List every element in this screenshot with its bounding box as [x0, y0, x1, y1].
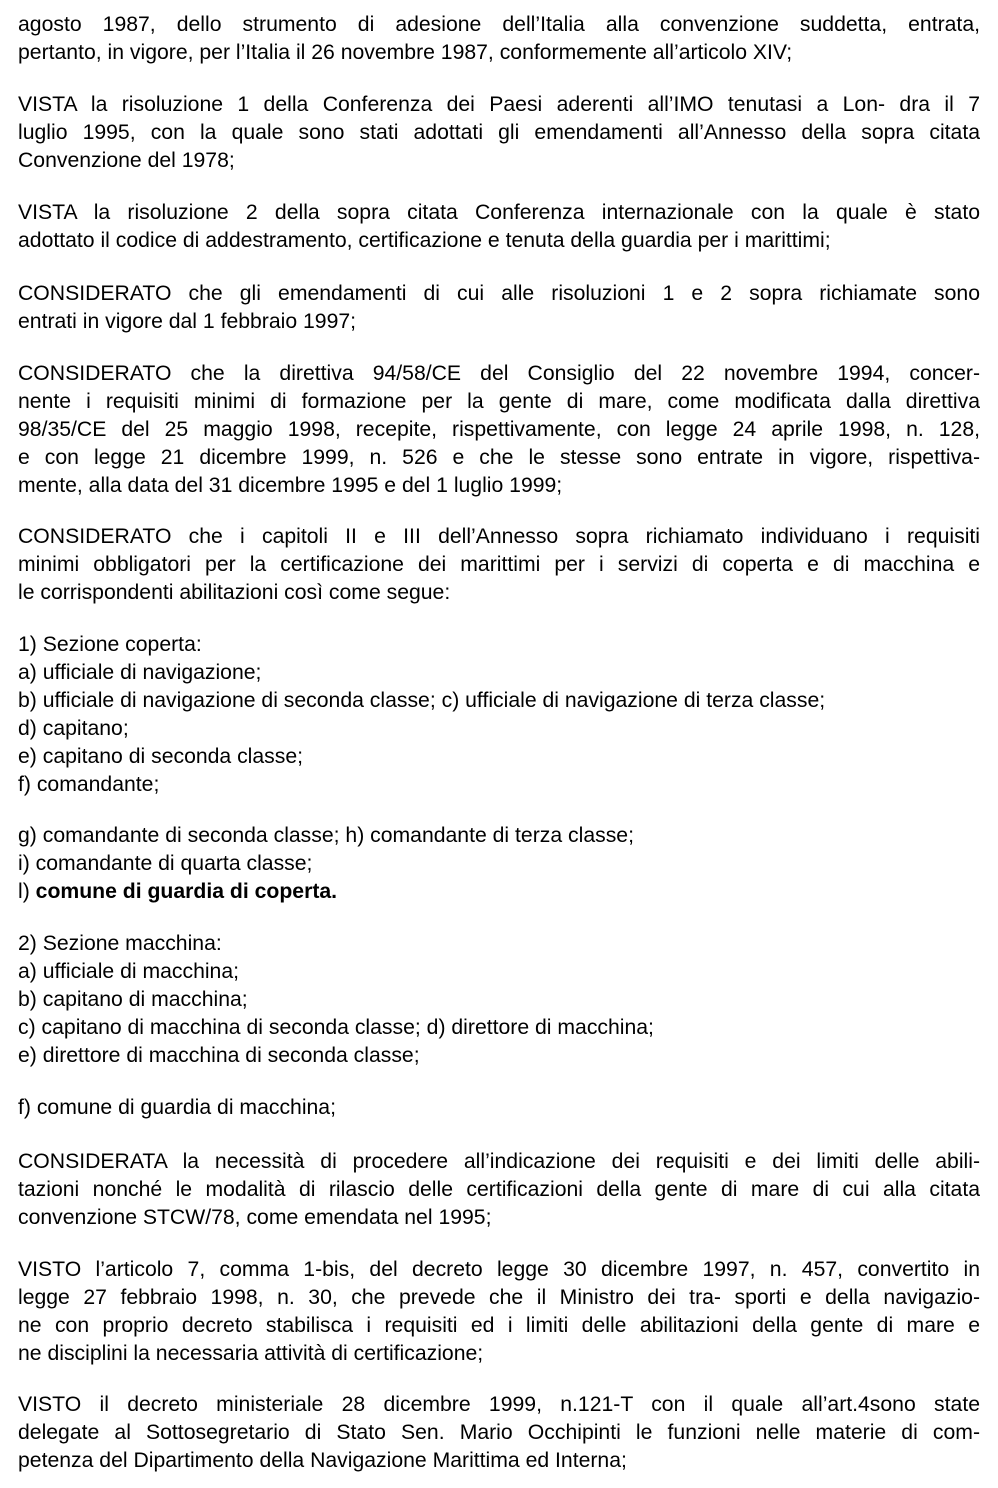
list-sezione-coperta-continued — [18, 822, 980, 906]
text-line: nente i requisiti minimi di formazione per la gente di mare, come modificata dalla direttiva — [18, 390, 980, 413]
paragraph-considerato-capitoli — [18, 523, 980, 607]
list-item-bold: comune di guardia di coperta. — [35, 880, 338, 903]
list-heading: 1) Sezione coperta: — [18, 633, 202, 656]
text-line: VISTA la risoluzione 1 della Conferenza dei Paesi aderenti all’IMO tenutasi a Lon- dra il 7 — [18, 93, 980, 116]
text-line: agosto 1987, dello strumento di adesione dell’Italia alla convenzione suddetta, entrata, — [18, 13, 980, 36]
text-line: minimi obbligatori per la certificazione dei marittimi per i servizi di coperta e di macchina e — [18, 553, 980, 576]
text-line: ne con proprio decreto stabilisca i requisiti ed i limiti delle abilitazioni della gente di mare e — [18, 1314, 980, 1337]
text-line: tazioni nonché le modalità di rilascio delle certificazioni della gente di mare di cui alla citata — [18, 1178, 980, 1201]
text-line: VISTA la risoluzione 2 della sopra citata Conferenza internazionale con la quale è stato — [18, 201, 980, 224]
list-item: e) direttore di macchina di seconda classe; — [18, 1044, 420, 1067]
text-line: CONSIDERATO che la direttiva 94/58/CE del Consiglio del 22 novembre 1994, concer- — [18, 362, 980, 385]
text-line: pertanto, in vigore, per l’Italia il 26 novembre 1987, conformemente all’articolo XIV; — [18, 41, 793, 64]
paragraph-adesione — [18, 11, 980, 67]
list-heading: 2) Sezione macchina: — [18, 932, 222, 955]
paragraph-considerato-emendamenti — [18, 280, 980, 336]
text-line: VISTO il decreto ministeriale 28 dicembre 1999, n.121-T con il quale all’art.4sono state — [18, 1393, 980, 1416]
text-line: Convenzione del 1978; — [18, 149, 235, 172]
paragraph-vista-risoluzione-1 — [18, 91, 980, 175]
text-line: petenza del Dipartimento della Navigazione Marittima ed Interna; — [18, 1449, 627, 1472]
text-line: convenzione STCW/78, come emendata nel 1995; — [18, 1206, 492, 1229]
text-line: VISTO l’articolo 7, comma 1-bis, del decreto legge 30 dicembre 1997, n. 457, convertito in — [18, 1258, 980, 1281]
list-sezione-macchina — [18, 930, 980, 1070]
paragraph-considerato-direttiva — [18, 360, 980, 500]
list-item-prefix: l) — [18, 880, 36, 903]
text-line: mente, alla data del 31 dicembre 1995 e del 1 luglio 1999; — [18, 474, 563, 497]
list-item: b) ufficiale di navigazione di seconda classe; c) ufficiale di navigazione di terza classe; — [18, 689, 826, 712]
list-sezione-macchina-continued — [18, 1094, 980, 1122]
list-item — [18, 878, 980, 906]
list-item: a) ufficiale di macchina; — [18, 960, 240, 983]
text-line: entrati in vigore dal 1 febbraio 1997; — [18, 310, 357, 333]
text-line: le corrispondenti abilitazioni così come segue: — [18, 581, 451, 604]
text-line: delegate al Sottosegretario di Stato Sen. Mario Occhipinti le funzioni nelle materie di com- — [18, 1421, 980, 1444]
paragraph-visto-decreto — [18, 1391, 980, 1475]
list-item: i) comandante di quarta classe; — [18, 852, 313, 875]
list-item: g) comandante di seconda classe; h) comandante di terza classe; — [18, 824, 634, 847]
text-line: CONSIDERATA la necessità di procedere all’indicazione dei requisiti e dei limiti delle abili- — [18, 1150, 980, 1173]
text-line: luglio 1995, con la quale sono stati adottati gli emendamenti all’Annesso della sopra citata — [18, 121, 980, 144]
list-item: c) capitano di macchina di seconda classe; d) direttore di macchina; — [18, 1016, 654, 1039]
text-line: CONSIDERATO che i capitoli II e III dell’Annesso sopra richiamato individuano i requisiti — [18, 525, 980, 548]
list-item: f) comandante; — [18, 773, 160, 796]
list-item: e) capitano di seconda classe; — [18, 745, 304, 768]
list-item: f) comune di guardia di macchina; — [18, 1096, 336, 1119]
text-line: e con legge 21 dicembre 1999, n. 526 e che le stesse sono entrate in vigore, rispettiva- — [18, 446, 980, 469]
text-line: adottato il codice di addestramento, certificazione e tenuta della guardia per i marittimi; — [18, 229, 831, 252]
paragraph-vista-risoluzione-2 — [18, 199, 980, 255]
text-line: legge 27 febbraio 1998, n. 30, che prevede che il Ministro dei tra- sporti e della navigazio- — [18, 1286, 980, 1309]
paragraph-visto-articolo-7 — [18, 1256, 980, 1368]
paragraph-considerata-necessita — [18, 1148, 980, 1232]
list-item: a) ufficiale di navigazione; — [18, 661, 262, 684]
list-sezione-coperta — [18, 631, 980, 799]
text-line: ne disciplini la necessaria attività di certificazione; — [18, 1342, 484, 1365]
text-line: 98/35/CE del 25 maggio 1998, recepite, rispettivamente, con legge 24 aprile 1998, n. 128, — [18, 418, 980, 441]
list-item: b) capitano di macchina; — [18, 988, 248, 1011]
list-item: d) capitano; — [18, 717, 129, 740]
text-line: CONSIDERATO che gli emendamenti di cui alle risoluzioni 1 e 2 sopra richiamate sono — [18, 282, 980, 305]
